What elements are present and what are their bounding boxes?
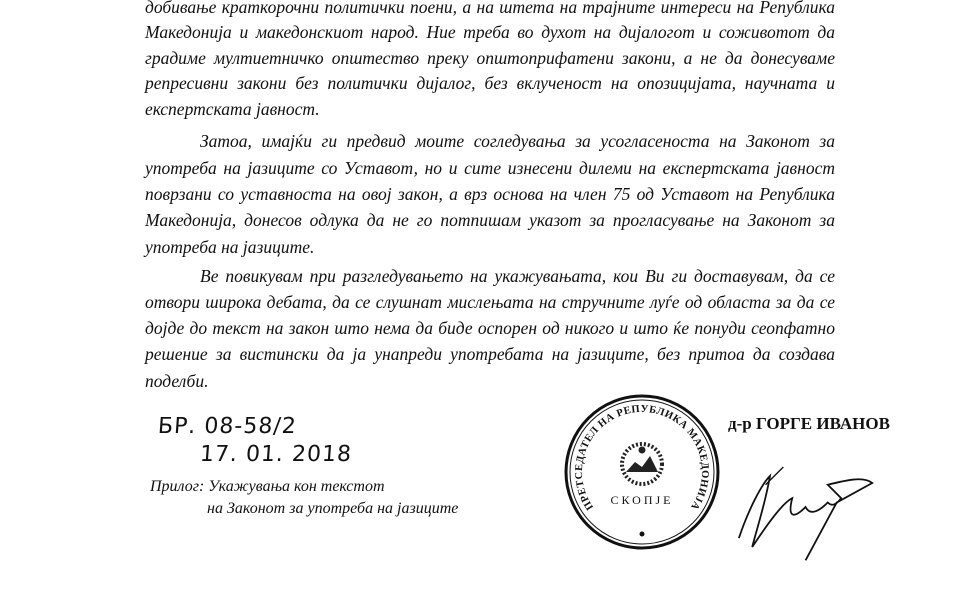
text-line: отвори широка дебата, да се слушнат мислењата на стручните луѓе од областа за да се (145, 292, 835, 312)
text-line: добивање краткорочни политички поени, а на штета на трајните интереси на Република (145, 0, 835, 17)
stamp-outer-text: ПРЕТСЕДАТЕЛ НА РЕПУБЛИКА МАКЕДОНИЈА (573, 403, 711, 512)
text-line: употреба на јазиците. (145, 237, 315, 257)
text-line: поврзани со уставноста на овој закон, а врз основа на член 75 од Уставот на Република (145, 184, 835, 204)
text-line: репресивни закони без политички дијалог, без вклученост на опозицијата, научната и (145, 73, 835, 93)
text-line: градиме мултиетничко општество преку општоприфатени закони, а не да донесуваме (145, 48, 835, 68)
reference-date: 17. 01. 2018 (199, 442, 353, 467)
text-line: дојде до текст на закон што нема да биде оспорен од никого и што ќе понуди сеопфатно (145, 318, 835, 338)
text-line: експертската јавност. (145, 99, 320, 119)
text-line: Ве повикувам при разгледувањето на укажувањата, кои Ви ги доставувам, да се (200, 266, 835, 286)
signatory-name: д-р ГОРГЕ ИВАНОВ (728, 414, 890, 433)
text-line: поделби. (145, 371, 209, 391)
attachment-line-2: на Законот за употреба на јазиците (207, 500, 459, 517)
official-stamp (562, 392, 722, 552)
coat-of-arms-icon (622, 444, 662, 484)
text-line: Затоа, имајќи ги предвид моите согледувања за усогласеноста на Законот за (200, 131, 835, 151)
text-line: употреба на јазиците со Уставот, но и сите изнесени дилеми на експертската јавност (145, 158, 835, 178)
stamp-city: СКОПЈЕ (610, 493, 674, 507)
text-line: Македонија, донесов одлука да не го потпишам указот за прогласување на Законот за (145, 210, 835, 230)
attachment-line-1: Прилог: Укажувања кон текстот (150, 478, 385, 495)
reference-number: БР. 08-58/2 (157, 414, 298, 439)
text-line: Македонија и македонскиот народ. Ние треба во духот на дијалогот и соживотот да (145, 22, 835, 42)
signature (730, 442, 890, 572)
text-line: решение за вистински да ја унапреди употребата на јазиците, без притоа да создава (145, 344, 835, 364)
